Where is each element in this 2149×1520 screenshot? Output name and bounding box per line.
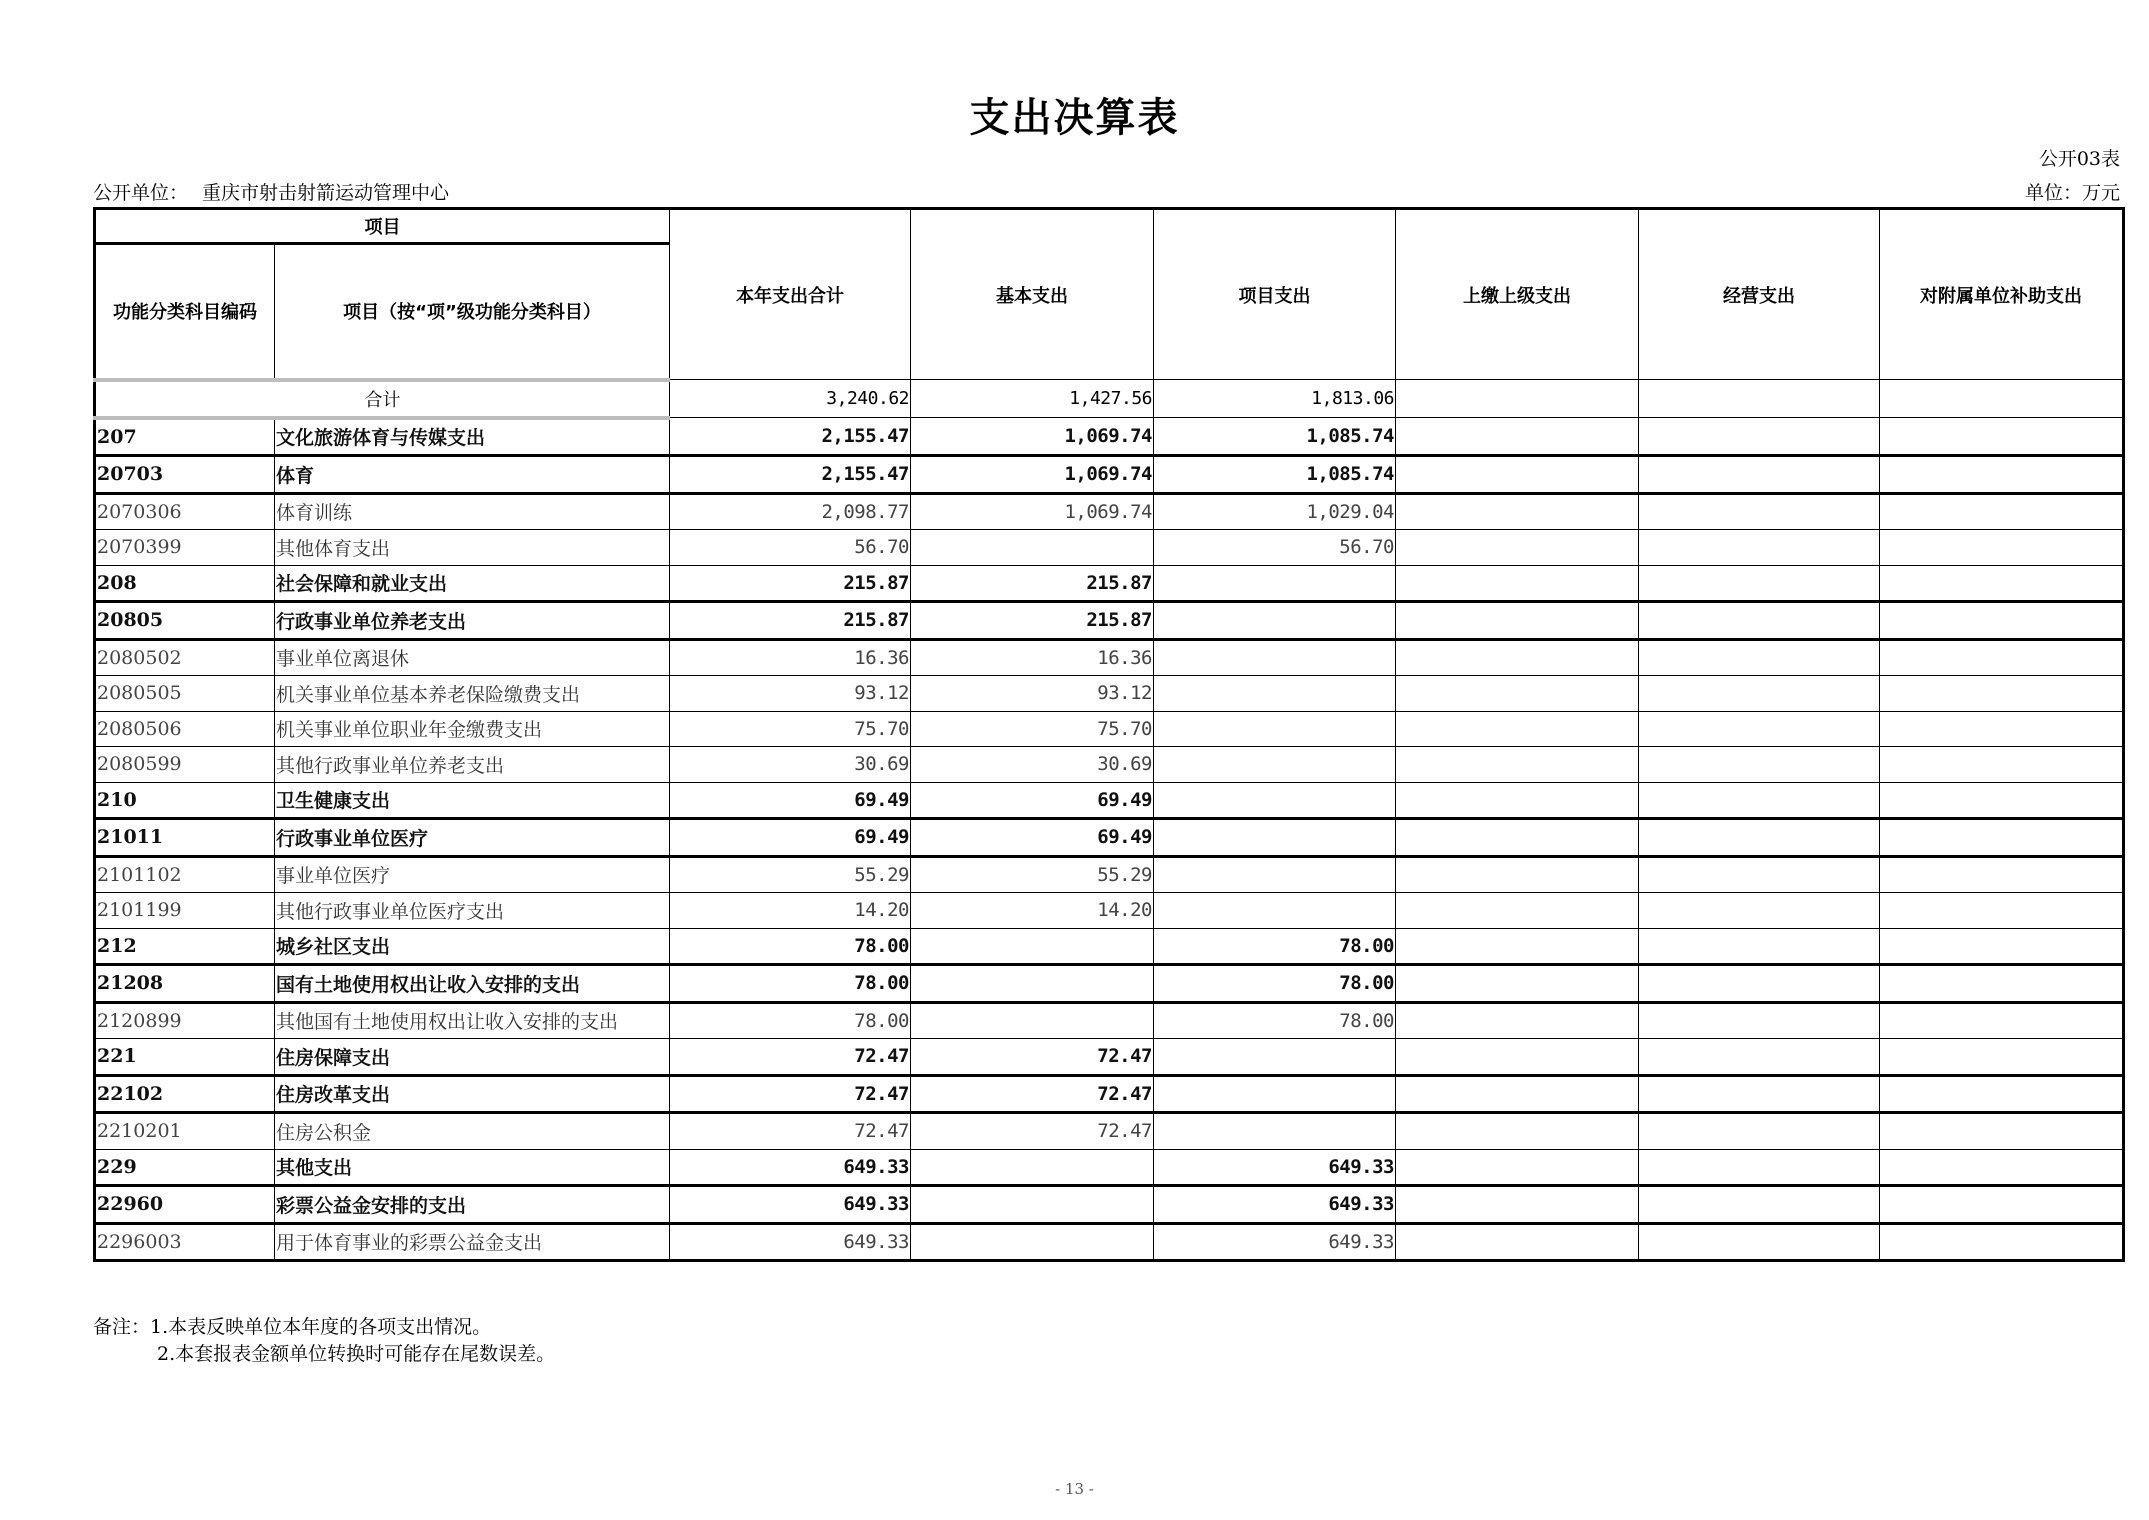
cell-total: 72.47 — [670, 1113, 911, 1150]
cell-basic: 72.47 — [911, 1075, 1154, 1113]
total-label: 合计 — [95, 380, 670, 418]
cell-name: 住房改革支出 — [275, 1075, 670, 1113]
cell-upper — [1396, 1075, 1639, 1113]
total-business — [1639, 380, 1880, 418]
cell-total: 16.36 — [670, 639, 911, 676]
cell-subsidy — [1880, 418, 2124, 456]
notes — [93, 1314, 555, 1368]
cell-project: 78.00 — [1154, 965, 1396, 1003]
cell-project — [1154, 639, 1396, 676]
cell-total: 14.20 — [670, 893, 911, 929]
cell-code: 20703 — [95, 456, 275, 494]
header-business: 经营支出 — [1639, 209, 1880, 380]
cell-business — [1639, 928, 1880, 965]
cell-business — [1639, 711, 1880, 747]
table-row — [95, 1039, 2124, 1076]
cell-business — [1639, 1149, 1880, 1186]
currency-unit: 单位：万元 — [2024, 182, 2120, 204]
cell-upper — [1396, 856, 1639, 893]
cell-basic: 69.49 — [911, 819, 1154, 857]
cell-name: 国有土地使用权出让收入安排的支出 — [275, 965, 670, 1003]
cell-project — [1154, 602, 1396, 640]
cell-upper — [1396, 747, 1639, 783]
cell-upper — [1396, 711, 1639, 747]
cell-business — [1639, 747, 1880, 783]
cell-code: 229 — [95, 1149, 275, 1186]
cell-name: 文化旅游体育与传媒支出 — [275, 418, 670, 456]
cell-basic: 93.12 — [911, 676, 1154, 712]
cell-total: 2,155.47 — [670, 418, 911, 456]
table-row — [95, 711, 2124, 747]
cell-project — [1154, 782, 1396, 819]
cell-subsidy — [1880, 819, 2124, 857]
cell-name: 城乡社区支出 — [275, 928, 670, 965]
cell-basic: 1,069.74 — [911, 456, 1154, 494]
cell-subsidy — [1880, 1149, 2124, 1186]
cell-code: 2210201 — [95, 1113, 275, 1150]
cell-business — [1639, 856, 1880, 893]
table-row — [95, 893, 2124, 929]
table-row — [95, 1186, 2124, 1224]
cell-upper — [1396, 676, 1639, 712]
cell-subsidy — [1880, 711, 2124, 747]
cell-business — [1639, 782, 1880, 819]
cell-project — [1154, 676, 1396, 712]
cell-subsidy — [1880, 639, 2124, 676]
cell-total: 2,155.47 — [670, 456, 911, 494]
cell-business — [1639, 602, 1880, 640]
cell-business — [1639, 565, 1880, 602]
cell-total: 72.47 — [670, 1075, 911, 1113]
cell-name: 社会保障和就业支出 — [275, 565, 670, 602]
cell-project: 78.00 — [1154, 1002, 1396, 1039]
cell-business — [1639, 965, 1880, 1003]
reporting-unit — [93, 178, 463, 205]
table-row — [95, 639, 2124, 676]
cell-basic: 55.29 — [911, 856, 1154, 893]
cell-subsidy — [1880, 893, 2124, 929]
cell-upper — [1396, 456, 1639, 494]
cell-name: 其他行政事业单位医疗支出 — [275, 893, 670, 929]
cell-basic — [911, 530, 1154, 566]
cell-code: 22102 — [95, 1075, 275, 1113]
header-project: 项目支出 — [1154, 209, 1396, 380]
cell-basic — [911, 1186, 1154, 1224]
cell-project: 649.33 — [1154, 1223, 1396, 1261]
cell-name: 用于体育事业的彩票公益金支出 — [275, 1223, 670, 1261]
header-subsidy: 对附属单位补助支出 — [1880, 209, 2124, 380]
cell-basic: 72.47 — [911, 1113, 1154, 1150]
cell-business — [1639, 676, 1880, 712]
cell-project — [1154, 1039, 1396, 1076]
table-row — [95, 1223, 2124, 1261]
table-row — [95, 493, 2124, 530]
table-row — [95, 565, 2124, 602]
cell-upper — [1396, 928, 1639, 965]
cell-name: 住房保障支出 — [275, 1039, 670, 1076]
cell-business — [1639, 1075, 1880, 1113]
cell-subsidy — [1880, 676, 2124, 712]
cell-subsidy — [1880, 1113, 2124, 1150]
form-number: 公开03表 — [2038, 148, 2120, 170]
header-total: 本年支出合计 — [670, 209, 911, 380]
cell-business — [1639, 418, 1880, 456]
cell-code: 2080506 — [95, 711, 275, 747]
total-total: 3,240.62 — [670, 380, 911, 418]
table-row — [95, 1002, 2124, 1039]
cell-business — [1639, 1002, 1880, 1039]
cell-upper — [1396, 1186, 1639, 1224]
cell-code: 21011 — [95, 819, 275, 857]
cell-subsidy — [1880, 928, 2124, 965]
table-row — [95, 928, 2124, 965]
cell-subsidy — [1880, 1002, 2124, 1039]
cell-total: 649.33 — [670, 1186, 911, 1224]
expenditure-table — [93, 207, 2125, 1262]
cell-project: 649.33 — [1154, 1149, 1396, 1186]
cell-business — [1639, 530, 1880, 566]
cell-name: 其他国有土地使用权出让收入安排的支出 — [275, 1002, 670, 1039]
cell-total: 56.70 — [670, 530, 911, 566]
cell-name: 行政事业单位养老支出 — [275, 602, 670, 640]
cell-business — [1639, 819, 1880, 857]
cell-basic: 72.47 — [911, 1039, 1154, 1076]
reporting-unit-name: 重庆市射击射箭运动管理中心 — [202, 182, 450, 204]
cell-upper — [1396, 602, 1639, 640]
cell-basic: 30.69 — [911, 747, 1154, 783]
cell-upper — [1396, 565, 1639, 602]
cell-upper — [1396, 782, 1639, 819]
cell-total: 93.12 — [670, 676, 911, 712]
cell-project — [1154, 565, 1396, 602]
cell-subsidy — [1880, 856, 2124, 893]
header-project-group: 项目 — [95, 209, 670, 244]
cell-business — [1639, 456, 1880, 494]
cell-code: 2080599 — [95, 747, 275, 783]
cell-total: 649.33 — [670, 1223, 911, 1261]
cell-basic: 215.87 — [911, 602, 1154, 640]
cell-project — [1154, 1113, 1396, 1150]
cell-total: 215.87 — [670, 602, 911, 640]
cell-code: 2101199 — [95, 893, 275, 929]
cell-name: 行政事业单位医疗 — [275, 819, 670, 857]
cell-basic: 69.49 — [911, 782, 1154, 819]
cell-project: 1,085.74 — [1154, 418, 1396, 456]
cell-name: 机关事业单位职业年金缴费支出 — [275, 711, 670, 747]
cell-project — [1154, 856, 1396, 893]
cell-upper — [1396, 893, 1639, 929]
cell-name: 彩票公益金安排的支出 — [275, 1186, 670, 1224]
cell-basic — [911, 928, 1154, 965]
cell-name: 住房公积金 — [275, 1113, 670, 1150]
cell-name: 机关事业单位基本养老保险缴费支出 — [275, 676, 670, 712]
cell-basic: 215.87 — [911, 565, 1154, 602]
cell-basic — [911, 1002, 1154, 1039]
cell-total: 215.87 — [670, 565, 911, 602]
cell-business — [1639, 1186, 1880, 1224]
cell-business — [1639, 1223, 1880, 1261]
table-row — [95, 530, 2124, 566]
page-number: - 13 - — [1055, 1480, 1094, 1498]
table-row — [95, 856, 2124, 893]
cell-subsidy — [1880, 782, 2124, 819]
total-upper — [1396, 380, 1639, 418]
cell-subsidy — [1880, 1039, 2124, 1076]
cell-business — [1639, 639, 1880, 676]
cell-project: 649.33 — [1154, 1186, 1396, 1224]
cell-name: 其他支出 — [275, 1149, 670, 1186]
table-row — [95, 418, 2124, 456]
cell-total: 69.49 — [670, 819, 911, 857]
header-name: 项目（按“项”级功能分类科目） — [275, 244, 670, 380]
cell-code: 212 — [95, 928, 275, 965]
cell-basic: 1,069.74 — [911, 418, 1154, 456]
cell-subsidy — [1880, 530, 2124, 566]
cell-project — [1154, 893, 1396, 929]
cell-upper — [1396, 1002, 1639, 1039]
cell-upper — [1396, 493, 1639, 530]
document-title: 支出决算表 — [969, 95, 1180, 141]
cell-subsidy — [1880, 965, 2124, 1003]
cell-name: 事业单位医疗 — [275, 856, 670, 893]
cell-code: 210 — [95, 782, 275, 819]
cell-name: 体育 — [275, 456, 670, 494]
cell-basic — [911, 1149, 1154, 1186]
cell-subsidy — [1880, 1223, 2124, 1261]
cell-business — [1639, 1113, 1880, 1150]
cell-business — [1639, 493, 1880, 530]
cell-total: 55.29 — [670, 856, 911, 893]
cell-total: 78.00 — [670, 1002, 911, 1039]
cell-code: 2070399 — [95, 530, 275, 566]
cell-subsidy — [1880, 602, 2124, 640]
cell-upper — [1396, 965, 1639, 1003]
reporting-unit-label: 公开单位： — [93, 182, 189, 204]
cell-total: 78.00 — [670, 928, 911, 965]
cell-basic: 14.20 — [911, 893, 1154, 929]
cell-project: 56.70 — [1154, 530, 1396, 566]
cell-name: 其他行政事业单位养老支出 — [275, 747, 670, 783]
cell-upper — [1396, 418, 1639, 456]
cell-code: 21208 — [95, 965, 275, 1003]
cell-project: 1,085.74 — [1154, 456, 1396, 494]
cell-subsidy — [1880, 1075, 2124, 1113]
cell-basic: 1,069.74 — [911, 493, 1154, 530]
cell-subsidy — [1880, 1186, 2124, 1224]
cell-subsidy — [1880, 747, 2124, 783]
cell-total: 649.33 — [670, 1149, 911, 1186]
total-project: 1,813.06 — [1154, 380, 1396, 418]
total-row — [95, 380, 2124, 418]
table-row — [95, 1149, 2124, 1186]
cell-code: 2120899 — [95, 1002, 275, 1039]
cell-project — [1154, 711, 1396, 747]
cell-code: 2080502 — [95, 639, 275, 676]
cell-code: 2101102 — [95, 856, 275, 893]
cell-project: 1,029.04 — [1154, 493, 1396, 530]
cell-upper — [1396, 819, 1639, 857]
cell-total: 30.69 — [670, 747, 911, 783]
cell-name: 体育训练 — [275, 493, 670, 530]
cell-code: 2296003 — [95, 1223, 275, 1261]
cell-total: 75.70 — [670, 711, 911, 747]
cell-business — [1639, 1039, 1880, 1076]
cell-code: 22960 — [95, 1186, 275, 1224]
total-basic: 1,427.56 — [911, 380, 1154, 418]
table-row — [95, 456, 2124, 494]
cell-total: 69.49 — [670, 782, 911, 819]
cell-upper — [1396, 1149, 1639, 1186]
cell-name: 事业单位离退休 — [275, 639, 670, 676]
header-basic: 基本支出 — [911, 209, 1154, 380]
cell-project — [1154, 1075, 1396, 1113]
table-row — [95, 676, 2124, 712]
cell-subsidy — [1880, 493, 2124, 530]
cell-basic — [911, 965, 1154, 1003]
cell-total: 2,098.77 — [670, 493, 911, 530]
cell-upper — [1396, 1039, 1639, 1076]
cell-code: 2070306 — [95, 493, 275, 530]
cell-subsidy — [1880, 456, 2124, 494]
header-code: 功能分类科目编码 — [95, 244, 275, 380]
note-1: 备注：1.本表反映单位本年度的各项支出情况。 — [93, 1316, 492, 1338]
table-row — [95, 1075, 2124, 1113]
cell-code: 20805 — [95, 602, 275, 640]
cell-name: 卫生健康支出 — [275, 782, 670, 819]
cell-basic — [911, 1223, 1154, 1261]
table-row — [95, 782, 2124, 819]
cell-business — [1639, 893, 1880, 929]
cell-upper — [1396, 1223, 1639, 1261]
cell-project — [1154, 747, 1396, 783]
cell-upper — [1396, 1113, 1639, 1150]
cell-code: 2080505 — [95, 676, 275, 712]
cell-project — [1154, 819, 1396, 857]
total-subsidy — [1880, 380, 2124, 418]
cell-name: 其他体育支出 — [275, 530, 670, 566]
cell-code: 221 — [95, 1039, 275, 1076]
note-2: 2.本套报表金额单位转换时可能存在尾数误差。 — [157, 1343, 556, 1365]
header-upper: 上缴上级支出 — [1396, 209, 1639, 380]
cell-basic: 16.36 — [911, 639, 1154, 676]
table-row — [95, 965, 2124, 1003]
table-row — [95, 819, 2124, 857]
cell-basic: 75.70 — [911, 711, 1154, 747]
table-row — [95, 747, 2124, 783]
cell-total: 72.47 — [670, 1039, 911, 1076]
table-row — [95, 602, 2124, 640]
cell-code: 208 — [95, 565, 275, 602]
cell-subsidy — [1880, 565, 2124, 602]
cell-total: 78.00 — [670, 965, 911, 1003]
cell-upper — [1396, 530, 1639, 566]
cell-upper — [1396, 639, 1639, 676]
table-row — [95, 1113, 2124, 1150]
cell-code: 207 — [95, 418, 275, 456]
cell-project: 78.00 — [1154, 928, 1396, 965]
